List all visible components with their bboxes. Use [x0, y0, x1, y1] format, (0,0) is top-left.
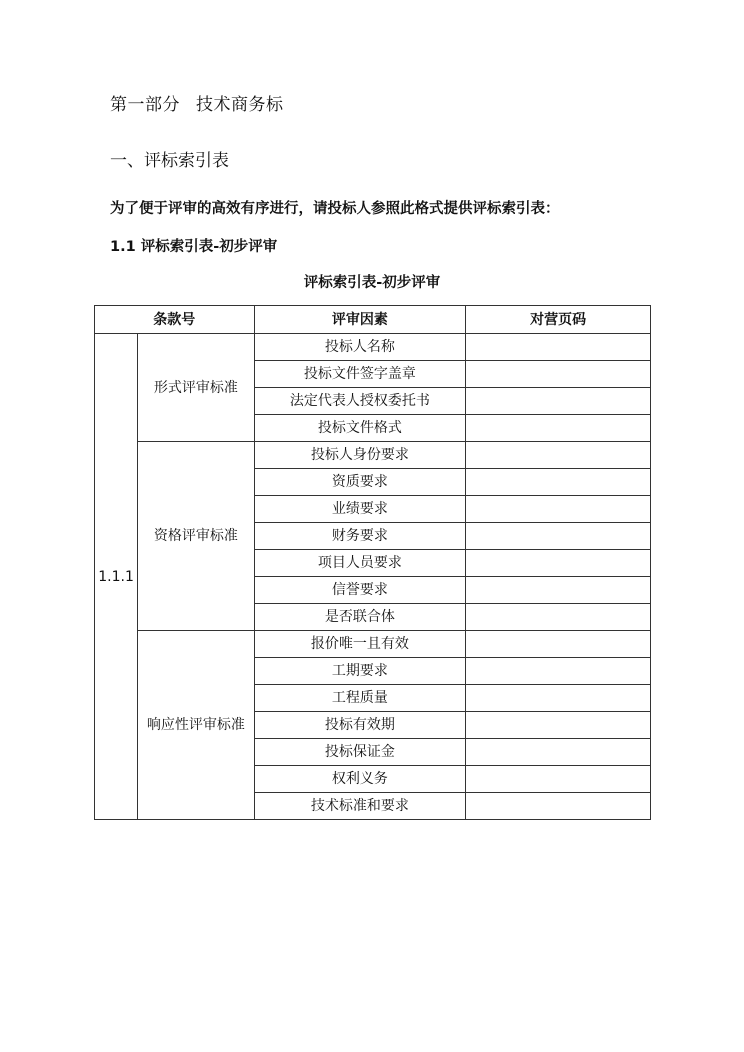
factor-cell: 业绩要求 [254, 496, 466, 523]
page-cell[interactable] [466, 577, 651, 604]
factor-cell: 投标保证金 [254, 739, 466, 766]
part-title [110, 90, 284, 115]
header-factor: 评审因素 [254, 306, 466, 334]
table-body [95, 334, 651, 820]
page-cell[interactable] [466, 712, 651, 739]
factor-cell: 技术标准和要求 [254, 793, 466, 820]
page-cell[interactable] [466, 415, 651, 442]
factor-cell: 项目人员要求 [254, 550, 466, 577]
category-cell: 形式评审标准 [138, 334, 254, 442]
header-page: 对营页码 [466, 306, 651, 334]
page-cell[interactable] [466, 604, 651, 631]
part-title-number: 第一部分 [110, 95, 180, 115]
evaluation-index-table [94, 305, 651, 820]
section-title: 一、评标索引表 [110, 151, 229, 171]
intro-paragraph: 为了便于评审的高效有序进行，请投标人参照此格式提供评标索引表： [110, 201, 560, 217]
page-cell[interactable] [466, 739, 651, 766]
page-cell[interactable] [466, 658, 651, 685]
page-cell[interactable] [466, 523, 651, 550]
table-row [95, 631, 651, 658]
page-cell[interactable] [466, 469, 651, 496]
factor-cell: 投标人名称 [254, 334, 466, 361]
clause-number-cell: 1.1.1 [95, 334, 138, 820]
page-cell[interactable] [466, 766, 651, 793]
factor-cell: 投标人身份要求 [254, 442, 466, 469]
table-caption: 评标索引表-初步评审 [303, 275, 441, 291]
factor-cell: 工期要求 [254, 658, 466, 685]
factor-cell: 投标有效期 [254, 712, 466, 739]
page-cell[interactable] [466, 550, 651, 577]
page-cell[interactable] [466, 685, 651, 712]
page-cell[interactable] [466, 631, 651, 658]
table-row [95, 442, 651, 469]
factor-cell: 是否联合体 [254, 604, 466, 631]
factor-cell: 报价唯一且有效 [254, 631, 466, 658]
table-row [95, 334, 651, 361]
page-cell[interactable] [466, 793, 651, 820]
factor-cell: 财务要求 [254, 523, 466, 550]
factor-cell: 资质要求 [254, 469, 466, 496]
category-cell: 资格评审标准 [138, 442, 254, 631]
category-cell: 响应性评审标准 [138, 631, 254, 820]
subsection-title: 1.1 评标索引表-初步评审 [110, 239, 278, 255]
page-cell[interactable] [466, 361, 651, 388]
table-header-row [95, 306, 651, 334]
page-cell[interactable] [466, 388, 651, 415]
page-cell[interactable] [466, 496, 651, 523]
factor-cell: 投标文件格式 [254, 415, 466, 442]
factor-cell: 信誉要求 [254, 577, 466, 604]
page-cell[interactable] [466, 442, 651, 469]
part-title-text: 技术商务标 [196, 95, 284, 115]
factor-cell: 工程质量 [254, 685, 466, 712]
page-cell[interactable] [466, 334, 651, 361]
factor-cell: 投标文件签字盖章 [254, 361, 466, 388]
header-clause: 条款号 [95, 306, 255, 334]
factor-cell: 法定代表人授权委托书 [254, 388, 466, 415]
factor-cell: 权利义务 [254, 766, 466, 793]
